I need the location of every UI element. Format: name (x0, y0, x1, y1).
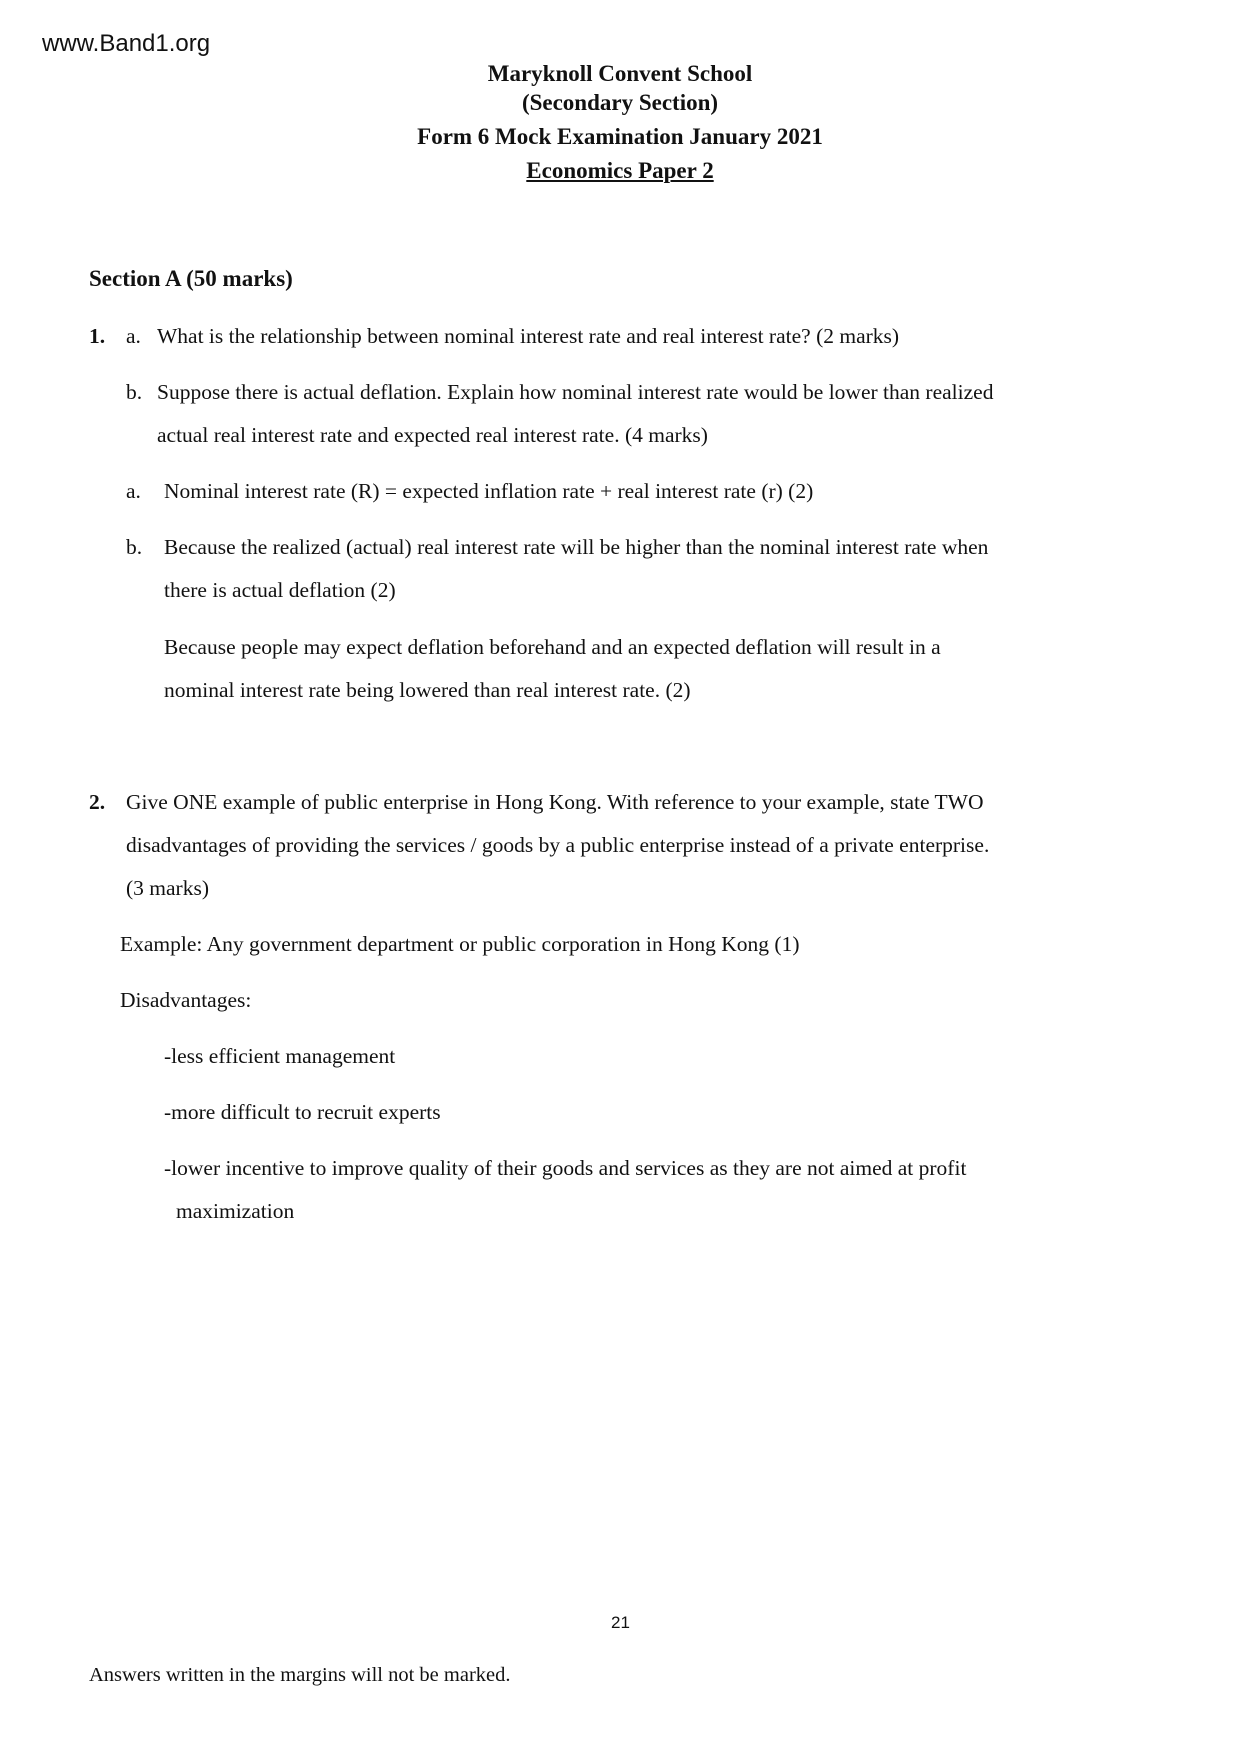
exam-title: Form 6 Mock Examination January 2021 (417, 124, 823, 149)
q1a-label: a. (126, 324, 141, 348)
q2-disadv-item: -more difficult to recruit experts (164, 1100, 441, 1124)
q2-text: (3 marks) (126, 876, 209, 900)
ans-a-text: Nominal interest rate (R) = expected inflation rate + real interest rate (r) (2) (164, 479, 814, 503)
q2-example: Example: Any government department or public corporation in Hong Kong (1) (120, 932, 800, 956)
ans-b-label: b. (126, 535, 143, 559)
ans-b-text: Because people may expect deflation beforehand and an expected deflation will result in a (164, 635, 941, 659)
school-section: (Secondary Section) (521, 90, 719, 115)
paper-title: Economics Paper 2 (526, 158, 714, 183)
q2-disadv-item: -less efficient management (164, 1044, 396, 1068)
ans-b-text: nominal interest rate being lowered than real interest rate. (2) (164, 678, 691, 702)
footer-note: Answers written in the margins will not be marked. (89, 1664, 511, 1686)
school-name: Maryknoll Convent School (487, 61, 753, 86)
q2-disadv-item: maximization (176, 1199, 295, 1223)
q2-text: Give ONE example of public enterprise in Hong Kong. With reference to your example, state TWO (126, 790, 984, 814)
page-number: 21 (611, 1613, 630, 1632)
ans-b-text: there is actual deflation (2) (164, 578, 396, 602)
q1-number: 1. (89, 324, 106, 348)
q1b-text: Suppose there is actual deflation. Explain how nominal interest rate would be lower than realized (157, 380, 994, 404)
q2-text: disadvantages of providing the services / goods by a public enterprise instead of a private enterprise. (126, 833, 990, 857)
watermark: www.Band1.org (42, 30, 211, 57)
q1b-label: b. (126, 380, 143, 404)
section-title: Section A (50 marks) (89, 266, 293, 291)
q2-number: 2. (89, 790, 106, 814)
q1b-text: actual real interest rate and expected real interest rate. (4 marks) (157, 423, 708, 447)
ans-a-label: a. (126, 479, 141, 503)
q2-disadv-item: -lower incentive to improve quality of their goods and services as they are not aimed at profit (164, 1156, 967, 1180)
ans-b-text: Because the realized (actual) real interest rate will be higher than the nominal interest rate when (164, 535, 989, 559)
q2-disadv-label: Disadvantages: (120, 988, 252, 1012)
q1a-text: What is the relationship between nominal interest rate and real interest rate? (2 marks) (157, 324, 900, 348)
